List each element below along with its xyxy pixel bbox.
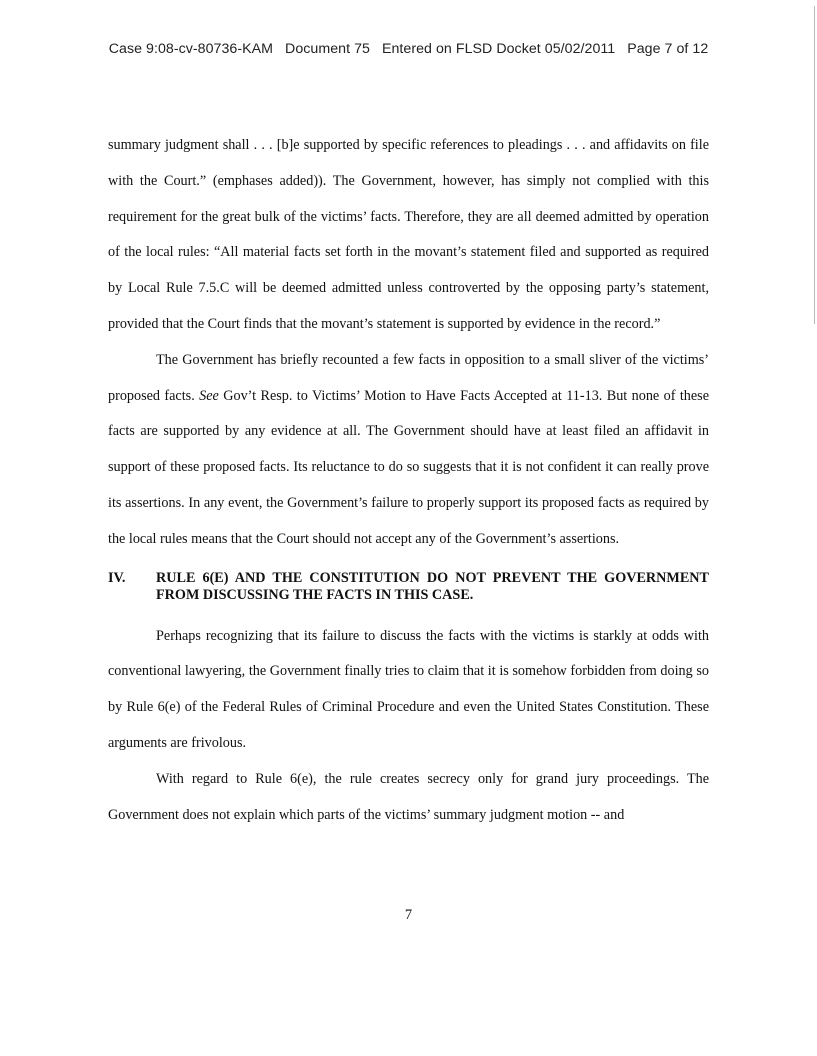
scan-edge-line bbox=[814, 6, 815, 324]
document-body bbox=[108, 128, 709, 833]
paragraph-2 bbox=[108, 343, 709, 558]
case-number: Case 9:08-cv-80736-KAM bbox=[108, 41, 274, 57]
paragraph-2-part-2: Gov’t Resp. to Victims’ Motion to Have Facts Accepted at 11-13. But none of these facts are supported by any evidence at all. The Government should have at least filed an affidavit in support of these proposed facts. Its reluctance to do so suggests that it is not confident it can really prove its assertions. In any event, the Government’s failure to properly support its proposed facts as required by the local rules means that the Court should not accept any of the Government’s assertions. bbox=[108, 387, 709, 547]
page-count: Page 7 of 12 bbox=[627, 41, 709, 57]
docket-entry: Entered on FLSD Docket 05/02/2011 bbox=[381, 41, 616, 57]
page-number: 7 bbox=[404, 907, 413, 923]
section-number: IV. bbox=[108, 569, 126, 586]
paragraph-3: Perhaps recognizing that its failure to discuss the facts with the victims is starkly at odds with conventional lawyering, the Government finally tries to claim that it is somehow forbidden from doing so by Rule 6(e) of the Federal Rules of Criminal Procedure and even the United States Constitution. These arguments are frivolous. bbox=[108, 627, 709, 751]
paragraph-2-part-1: The Government has briefly recounted a few facts in opposition to a small sliver of the victims’ proposed facts. bbox=[108, 351, 709, 404]
docket-header bbox=[0, 41, 817, 57]
section-heading bbox=[108, 570, 709, 605]
paragraph-4: With regard to Rule 6(e), the rule creates secrecy only for grand jury proceedings. The Government does not explain which parts of the victims’ summary judgment motion -- and bbox=[108, 770, 709, 823]
paragraph-1: summary judgment shall . . . [b]e supported by specific references to pleadings . . . and affidavits on file with the Court.” (emphases added)). The Government, however, has simply not complied with this requirement for the great bulk of the victims’ facts. Therefore, they are all deemed admitted by operation of the local rules: “All material facts set forth in the movant’s statement filed and supported as required by Local Rule 7.5.C will be deemed admitted unless controverted by the opposing party’s statement, provided that the Court finds that the movant’s statement is supported by evidence in the record.” bbox=[108, 137, 709, 332]
citation-signal: See bbox=[199, 387, 219, 404]
document-number: Document 75 bbox=[285, 41, 370, 57]
section-title: RULE 6(E) AND THE CONSTITUTION DO NOT PREVENT THE GOVERNMENT FROM DISCUSSING THE FACTS IN THIS CASE. bbox=[156, 569, 709, 604]
